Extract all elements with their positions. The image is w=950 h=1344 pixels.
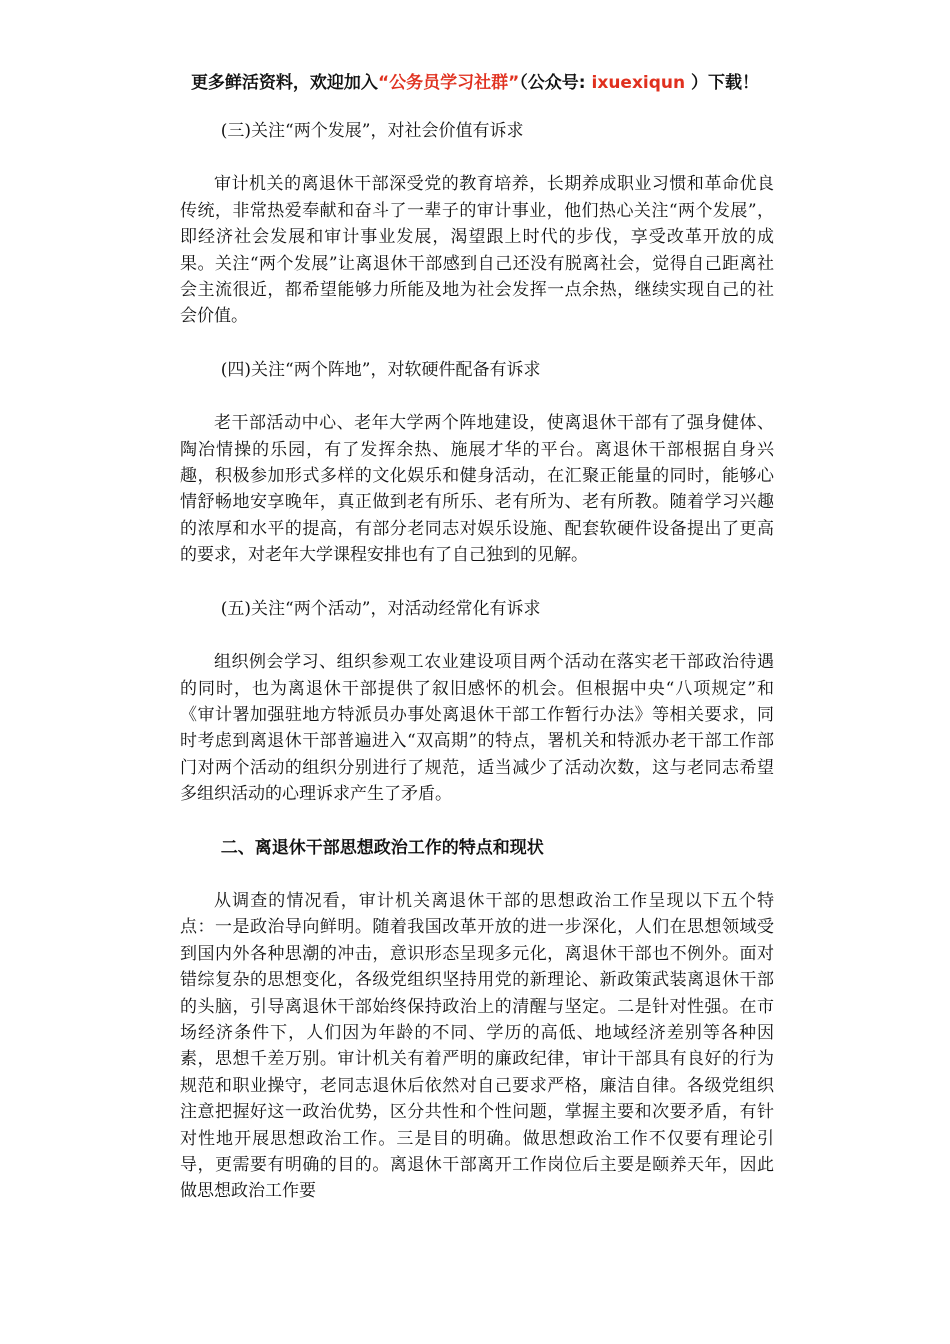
document-body — [180, 118, 774, 1232]
banner-group-name: “公务员学习社群” — [377, 73, 520, 93]
banner-prefix: 更多鲜活资料，欢迎加入 — [190, 73, 378, 93]
banner-suffix: ）下载！ — [691, 73, 760, 93]
banner-account: ixuexiqun — [591, 73, 686, 93]
paragraph-6: 从调查的情况看，审计机关离退休干部的思想政治工作呈现以下五个特点：一是政治导向鲜明。随着我国改革开放的进一步深化，人们在思想领域受到国内外各种思潮的冲击，意识形态呈现多元化，离退休干部也不例外。面对错综复杂的思想变化，各级党组织坚持用党的新理论、新政策武装离退休干部的头脑，引导离退休干部始终保持政治上的清醒与坚定。二是针对性强。在市场经济条件下，人们因为年龄的不同、学历的高低、地域经济差别等各种因素，思想千差万别。审计机关有着严明的廉政纪律，审计干部具有良好的行为规范和职业操守，老同志退休后依然对自己要求严格，廉洁自律。各级党组织注意把握好这一政治优势，区分共性和个性问题，掌握主要和次要矛盾，有针对性地开展思想政治工作。三是目的明确。做思想政治工作不仅要有理论引导，更需要有明确的目的。离退休干部离开工作岗位后主要是颐养天年，因此做思想政治工作要 — [180, 890, 774, 1202]
section-heading-2: 二、离退休干部思想政治工作的特点和现状 — [220, 837, 544, 858]
banner-middle: （公众号: — [519, 73, 586, 93]
download-banner — [0, 68, 950, 93]
paragraph-3: 审计机关的离退休干部深受党的教育培养，长期养成职业习惯和革命优良传统，非常热爱奉献和奋斗了一辈子的审计事业，他们热心关注“两个发展”，即经济社会发展和审计事业发展，渴望跟上时代的步伐，享受改革开放的成果。关注“两个发展”让离退休干部感到自己还没有脱离社会，觉得自己距离社会主流很近，都希望能够力所能及地为社会发挥一点余热，继续实现自己的社会价值。 — [180, 174, 774, 327]
subheading-4: (四)关注“两个阵地”，对软硬件配备有诉求 — [220, 359, 541, 380]
subheading-5: (五)关注“两个活动”，对活动经常化有诉求 — [220, 598, 541, 619]
paragraph-4: 老干部活动中心、老年大学两个阵地建设，使离退休干部有了强身健体、陶冶情操的乐园，有了发挥余热、施展才华的平台。离退休干部根据自身兴趣，积极参加形式多样的文化娱乐和健身活动，在汇聚正能量的同时，能够心情舒畅地安享晚年，真正做到老有所乐、老有所为、老有所教。随着学习兴趣的浓厚和水平的提高，有部分老同志对娱乐设施、配套软硬件设备提出了更高的要求，对老年大学课程安排也有了自己独到的见解。 — [180, 413, 774, 566]
paragraph-5: 组织例会学习、组织参观工农业建设项目两个活动在落实老干部政治待遇的同时，也为离退休干部提供了叙旧感怀的机会。但根据中央“八项规定”和《审计署加强驻地方特派员办事处离退休干部工作暂行办法》等相关要求，同时考虑到离退休干部普遍进入“双高期”的特点，署机关和特派办老干部工作部门对两个活动的组织分别进行了规范，适当减少了活动次数，这与老同志希望多组织活动的心理诉求产生了矛盾。 — [180, 652, 774, 805]
subheading-3: (三)关注“两个发展”，对社会价值有诉求 — [220, 121, 524, 141]
